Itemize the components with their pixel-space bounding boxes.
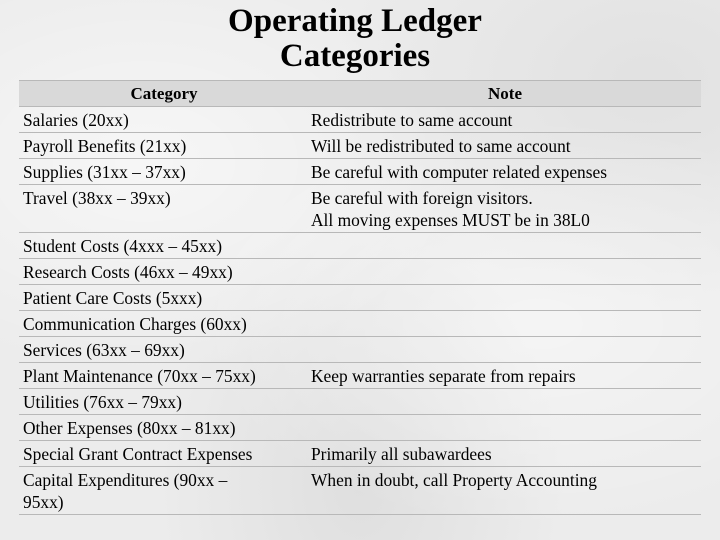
table-row	[19, 185, 701, 233]
table-header-row	[19, 81, 701, 107]
category-cell: Plant Maintenance (70xx – 75xx)	[19, 363, 307, 389]
category-line-2: 95xx)	[23, 492, 64, 512]
header-category: Category	[19, 81, 307, 107]
title-line-1: Operating Ledger	[228, 3, 482, 39]
category-cell	[19, 467, 307, 515]
category-cell: Research Costs (46xx – 49xx)	[19, 259, 307, 285]
table-row	[19, 259, 701, 285]
category-cell: Salaries (20xx)	[19, 107, 307, 133]
category-cell: Services (63xx – 69xx)	[19, 337, 307, 363]
note-cell	[307, 285, 701, 311]
note-line-1: Be careful with foreign visitors.	[311, 188, 533, 208]
table-row	[19, 133, 701, 159]
table-row	[19, 337, 701, 363]
note-cell	[307, 259, 701, 285]
table-row	[19, 233, 701, 259]
note-cell: When in doubt, call Property Accounting	[307, 467, 701, 515]
category-cell: Supplies (31xx – 37xx)	[19, 159, 307, 185]
table-row	[19, 107, 701, 133]
category-cell: Payroll Benefits (21xx)	[19, 133, 307, 159]
slide-title	[0, 4, 720, 74]
note-cell: Keep warranties separate from repairs	[307, 363, 701, 389]
note-line-2: All moving expenses MUST be in 38L0	[311, 210, 590, 230]
note-cell: Redistribute to same account	[307, 107, 701, 133]
title-line-2: Categories	[279, 38, 431, 74]
note-cell	[307, 311, 701, 337]
table-row	[19, 363, 701, 389]
category-cell: Utilities (76xx – 79xx)	[19, 389, 307, 415]
table-row	[19, 441, 701, 467]
table-row	[19, 311, 701, 337]
note-cell	[307, 185, 701, 233]
table-row	[19, 467, 701, 515]
table-row	[19, 415, 701, 441]
ledger-table	[19, 80, 701, 515]
note-cell	[307, 337, 701, 363]
category-cell: Travel (38xx – 39xx)	[19, 185, 307, 233]
note-cell: Be careful with computer related expenses	[307, 159, 701, 185]
note-cell	[307, 389, 701, 415]
category-cell: Student Costs (4xxx – 45xx)	[19, 233, 307, 259]
category-cell: Patient Care Costs (5xxx)	[19, 285, 307, 311]
note-cell	[307, 415, 701, 441]
category-cell: Communication Charges (60xx)	[19, 311, 307, 337]
table-row	[19, 159, 701, 185]
note-cell: Primarily all subawardees	[307, 441, 701, 467]
category-line-1: Capital Expenditures (90xx –	[23, 470, 228, 490]
category-cell: Other Expenses (80xx – 81xx)	[19, 415, 307, 441]
note-cell: Will be redistributed to same account	[307, 133, 701, 159]
note-cell	[307, 233, 701, 259]
header-note: Note	[307, 81, 701, 107]
category-cell: Special Grant Contract Expenses	[19, 441, 307, 467]
table-row	[19, 285, 701, 311]
table-row	[19, 389, 701, 415]
